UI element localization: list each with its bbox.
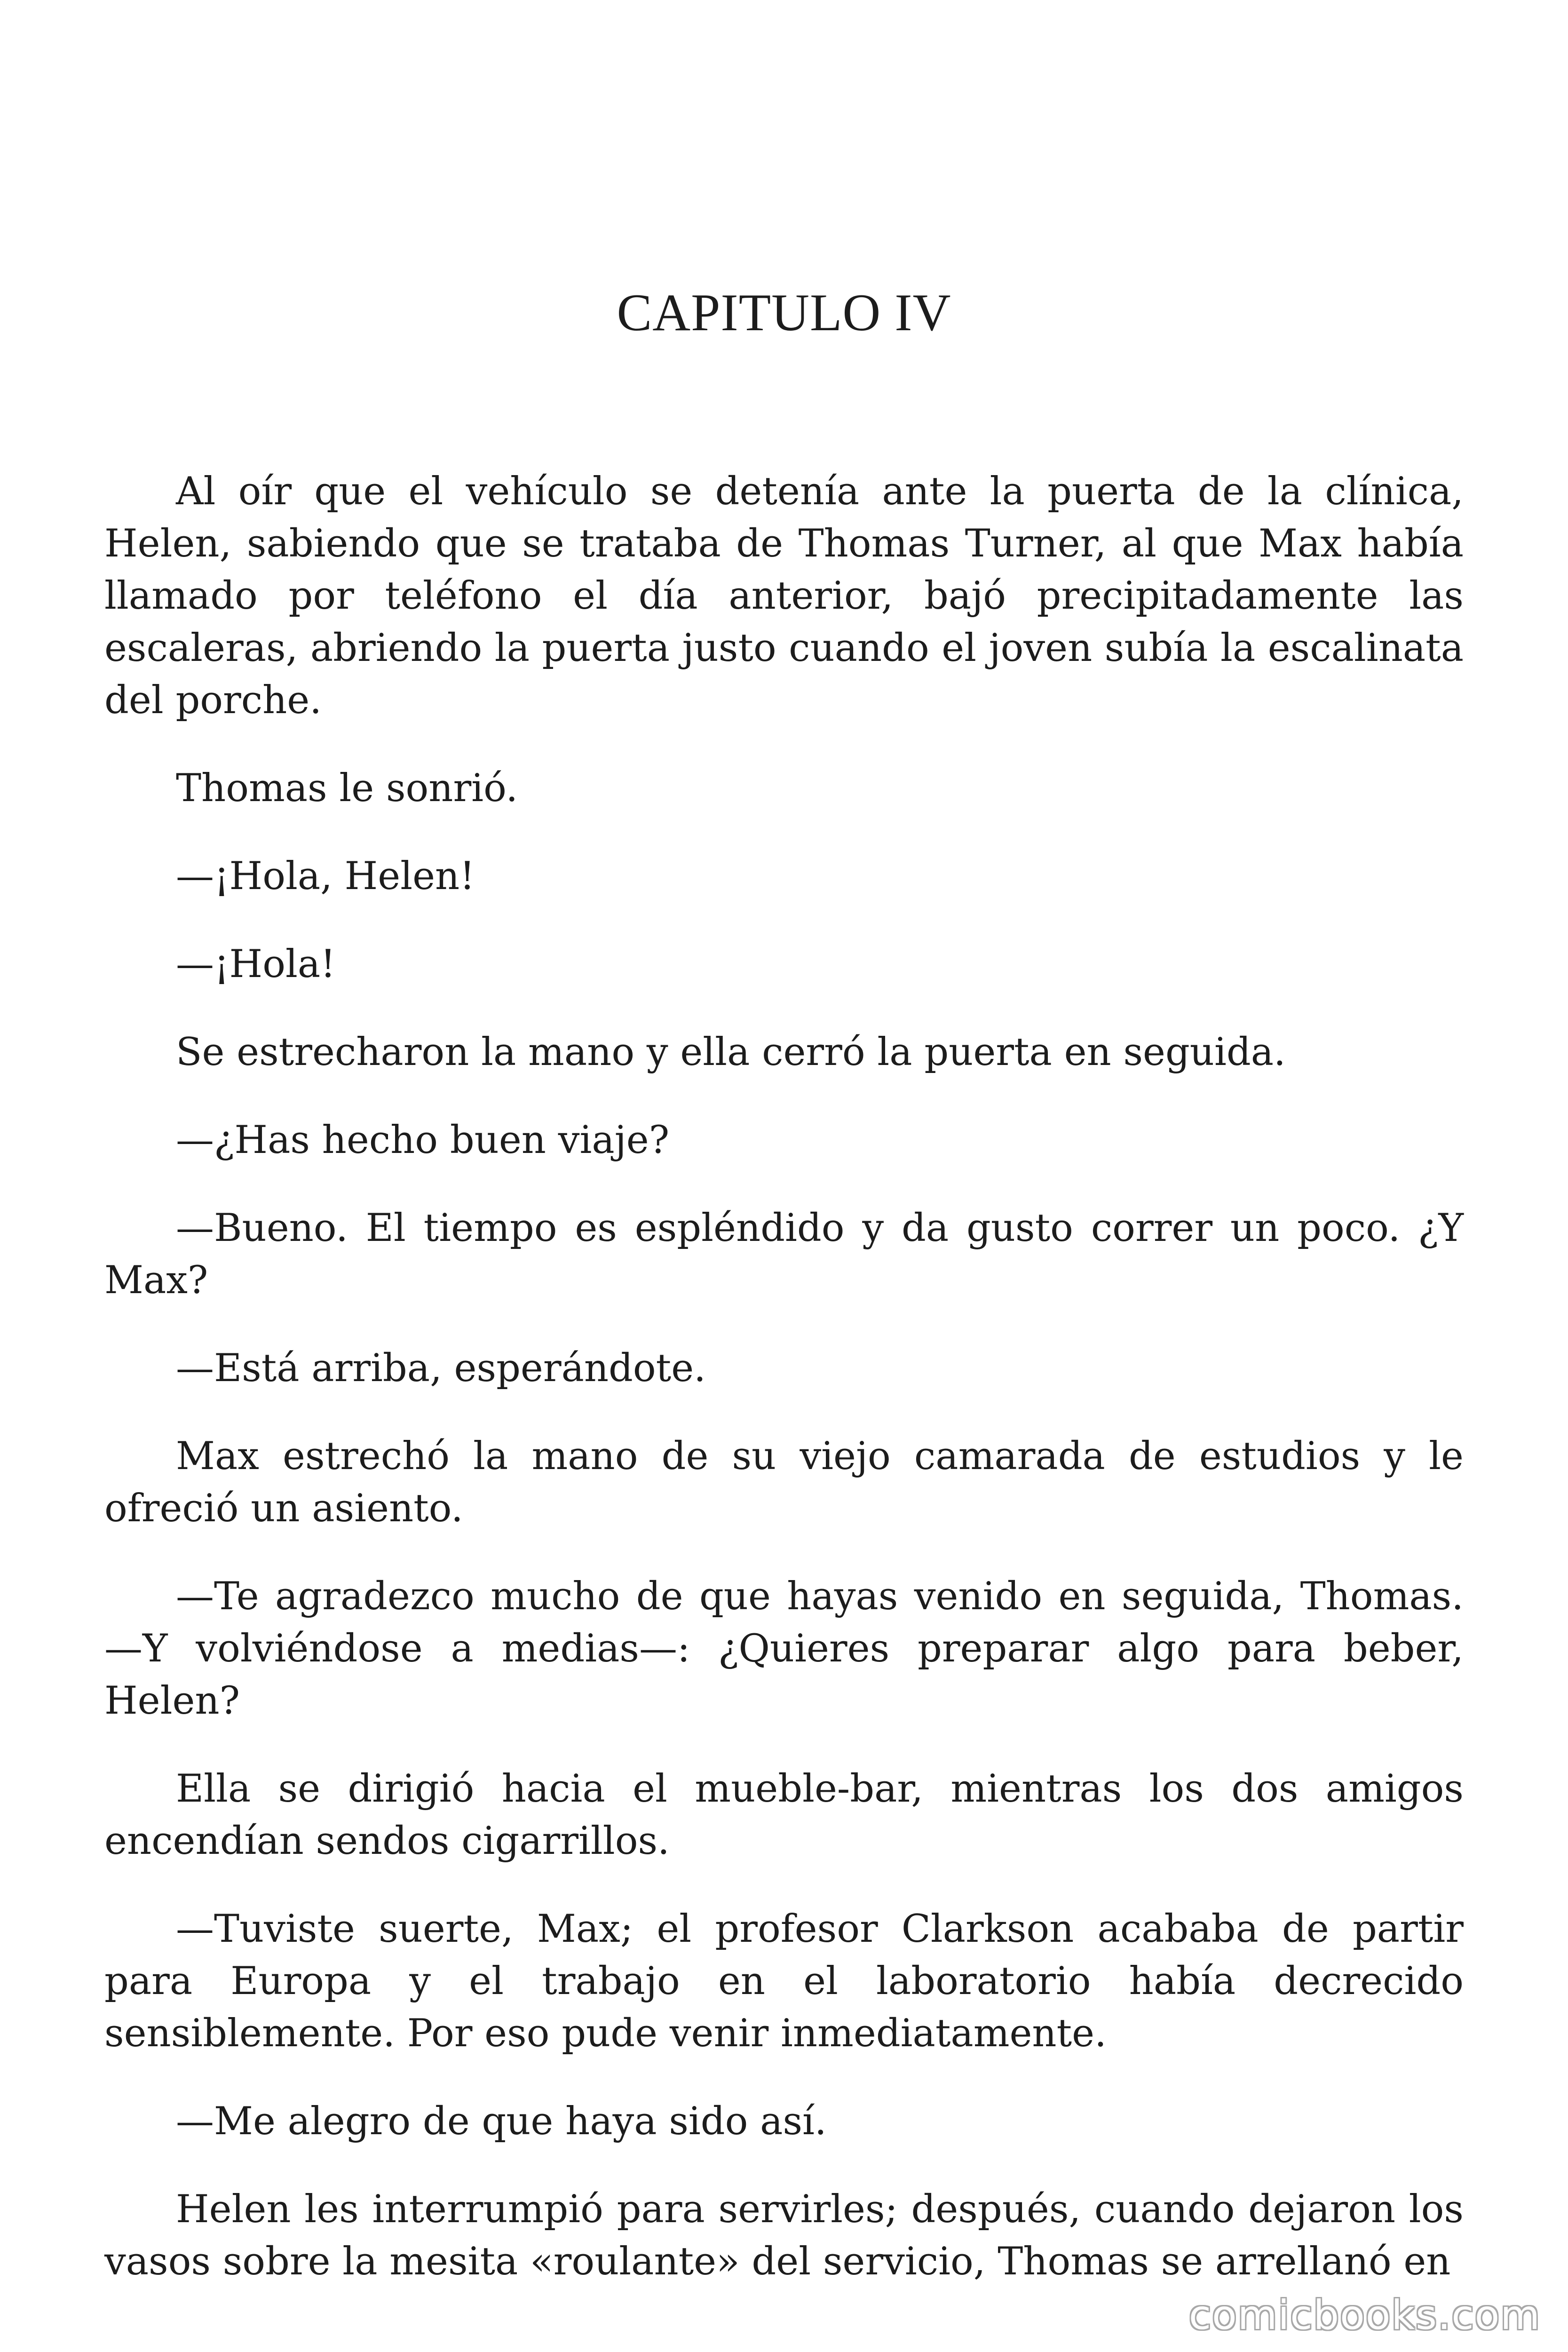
paragraph: —¡Hola, Helen! <box>176 854 475 898</box>
paragraph: —Tuviste suerte, Max; el profesor Clarkson acababa de partir para Europa y el trabajo en el laboratorio había decrecido sensiblemente. Por eso pude venir inmediatamente. <box>104 1907 1464 2056</box>
paragraph: —¡Hola! <box>176 942 336 986</box>
watermark: comicbooks.com <box>1188 2292 1541 2339</box>
text-body <box>104 466 1464 2288</box>
paragraph: Al oír que el vehículo se detenía ante la puerta de la clínica, Helen, sabiendo que se trataba de Thomas Turner, al que Max había llamado por teléfono el día anterior, bajó precipitadamente las escaleras, abriendo la puerta justo cuando el joven subía la escalinata del porche. <box>104 469 1464 723</box>
paragraph: —Me alegro de que haya sido así. <box>176 2099 827 2144</box>
paragraph: —Te agradezco mucho de que hayas venido en seguida, Thomas. —Y volviéndose a medias—: ¿Quieres preparar algo para beber, Helen? <box>104 1574 1464 1723</box>
paragraph: Max estrechó la mano de su viejo camarada de estudios y le ofreció un asiento. <box>104 1434 1464 1531</box>
chapter-title: CAPITULO IV <box>617 284 951 342</box>
paragraph: Se estrecharon la mano y ella cerró la puerta en seguida. <box>176 1030 1286 1074</box>
paragraph: Thomas le sonrió. <box>176 766 518 810</box>
paragraph: —Está arriba, esperándote. <box>176 1346 706 1391</box>
paragraph: Ella se dirigió hacia el mueble-bar, mientras los dos amigos encendían sendos cigarrillos. <box>104 1767 1464 1863</box>
paragraph: —Bueno. El tiempo es espléndido y da gusto correr un poco. ¿Y Max? <box>104 1206 1464 1303</box>
paragraph: Helen les interrumpió para servirles; después, cuando dejaron los vasos sobre la mesita «roulante» del servicio, Thomas se arrellanó en <box>104 2187 1464 2284</box>
paragraph: —¿Has hecho buen viaje? <box>176 1118 670 1162</box>
